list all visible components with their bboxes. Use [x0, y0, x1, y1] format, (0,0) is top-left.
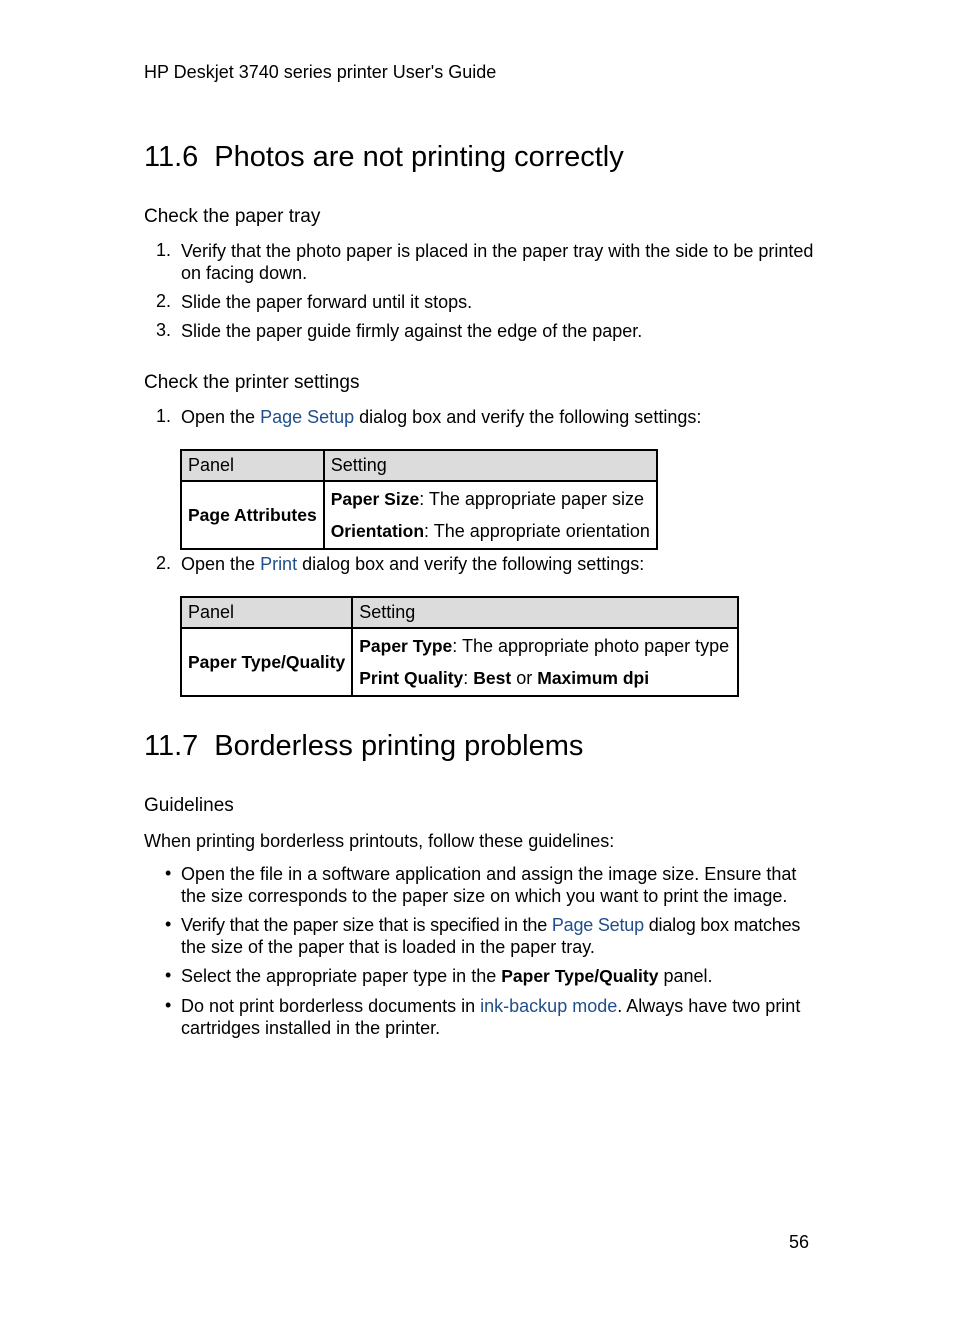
header-setting: Setting — [324, 450, 657, 481]
list-item — [144, 995, 824, 1046]
section-number: 11.7 — [144, 730, 199, 762]
text: . Always have two print — [617, 996, 801, 1016]
list-item — [144, 863, 824, 914]
bullet-text — [181, 965, 713, 987]
guidelines-intro: When printing borderless printouts, follow these guidelines: — [144, 831, 615, 851]
text: dialog box and verify the following settings: — [297, 554, 645, 574]
list-marker: 3. — [156, 320, 172, 340]
page-number: 56 — [788, 1232, 809, 1252]
text: Do not print borderless documents in — [181, 996, 481, 1016]
text: : — [463, 668, 474, 688]
list-item — [144, 553, 824, 577]
bullet-text-continued: cartridges installed in the printer. — [181, 1018, 441, 1038]
bullet-text-continued: the size corresponds to the paper size on which you want to print the image. — [181, 886, 788, 906]
list-marker: 1. — [156, 406, 172, 426]
step-text: Verify that the photo paper is placed in the paper tray with the side to be printed — [181, 241, 814, 261]
table-header-row — [181, 450, 657, 481]
paper-type-quality-table — [180, 596, 739, 697]
text: panel. — [658, 966, 713, 986]
bullet-text — [181, 995, 800, 1017]
bullet-text: Open the file in a software application and assign the image size. Ensure that — [181, 864, 797, 884]
bullet-icon: • — [165, 863, 172, 883]
list-item — [144, 240, 824, 291]
panel-cell: Page Attributes — [181, 481, 324, 549]
print-link[interactable]: Print — [260, 554, 298, 574]
setting-line — [331, 483, 650, 515]
text: or — [511, 668, 538, 688]
setting-line — [359, 662, 731, 694]
list-item — [144, 965, 824, 995]
setting-value: : The appropriate orientation — [424, 521, 650, 541]
list-marker: 2. — [156, 553, 172, 573]
text: dialog box matches — [643, 915, 801, 935]
text: Open the — [181, 554, 261, 574]
section-number: 11.6 — [144, 141, 199, 173]
guidelines-list — [144, 863, 824, 1046]
list-marker: 1. — [156, 240, 172, 260]
list-item — [144, 291, 824, 320]
header-panel: Panel — [181, 597, 352, 628]
list-item — [144, 406, 824, 430]
setting-cell — [324, 481, 657, 549]
ink-backup-mode-link[interactable]: ink-backup mode — [480, 996, 618, 1016]
list-item — [144, 320, 824, 349]
bullet-icon: • — [165, 965, 172, 985]
list-item — [144, 914, 824, 965]
setting-name: Print Quality — [359, 668, 464, 688]
option-maximum-dpi: Maximum dpi — [537, 668, 650, 688]
setting-name: Paper Type — [359, 636, 453, 656]
table-header-row — [181, 597, 738, 628]
option-best: Best — [473, 668, 512, 688]
bullet-icon: • — [165, 914, 172, 934]
step-text: Slide the paper guide firmly against the edge of the paper. — [181, 321, 643, 341]
step-text — [181, 406, 701, 428]
setting-line — [331, 515, 650, 547]
setting-value: : The appropriate photo paper type — [452, 636, 730, 656]
bullet-text-continued: the size of the paper that is loaded in the paper tray. — [181, 937, 595, 957]
setting-name: Orientation — [330, 521, 425, 541]
section-heading-11-6 — [144, 141, 624, 174]
text: Verify that the paper size that is specified in the — [181, 915, 552, 935]
setting-name: Paper Size — [330, 489, 420, 509]
list-marker: 2. — [156, 291, 172, 311]
text: dialog box and verify the following settings: — [354, 407, 702, 427]
setting-line — [359, 630, 731, 662]
bullet-icon: • — [165, 995, 172, 1015]
page-setup-link[interactable]: Page Setup — [551, 915, 644, 935]
page-attributes-table — [180, 449, 658, 550]
step-text: Slide the paper forward until it stops. — [181, 292, 473, 312]
step-text-continued: on facing down. — [181, 263, 308, 283]
text: Open the — [181, 407, 261, 427]
paper-tray-steps — [144, 240, 824, 349]
section-title: Photos are not printing correctly — [214, 141, 624, 173]
subheading-printer-settings: Check the printer settings — [144, 372, 360, 393]
setting-cell — [352, 628, 738, 696]
table-row — [181, 628, 738, 696]
text: Select the appropriate paper type in the — [181, 966, 502, 986]
subheading-guidelines: Guidelines — [144, 795, 234, 816]
setting-value: : The appropriate paper size — [419, 489, 645, 509]
bullet-text — [181, 914, 800, 936]
table-row — [181, 481, 657, 549]
step-text — [181, 553, 644, 575]
section-heading-11-7 — [144, 730, 583, 763]
header-setting: Setting — [352, 597, 738, 628]
section-title: Borderless printing problems — [214, 730, 584, 762]
subheading-paper-tray: Check the paper tray — [144, 206, 321, 227]
paper-type-quality-label: Paper Type/Quality — [501, 966, 659, 986]
running-header: HP Deskjet 3740 series printer User's Guide — [144, 62, 497, 82]
panel-cell: Paper Type/Quality — [181, 628, 352, 696]
header-panel: Panel — [181, 450, 324, 481]
page-setup-link[interactable]: Page Setup — [260, 407, 355, 427]
